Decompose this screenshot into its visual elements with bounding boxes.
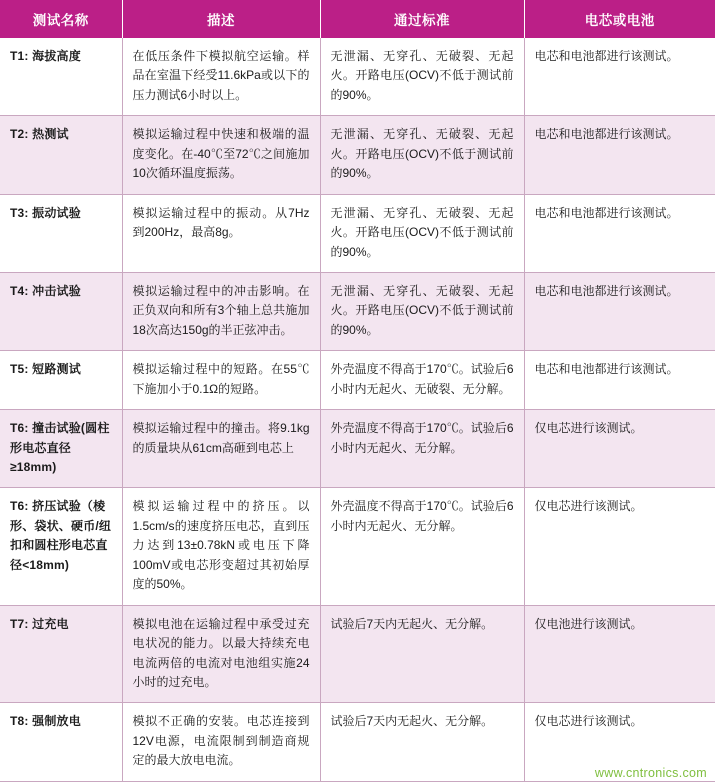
cell-description: 模拟运输过程中的短路。在55℃下施加小于0.1Ω的短路。	[122, 351, 320, 410]
cell-applicability: 仅电芯进行该测试。	[524, 488, 715, 605]
cell-criteria: 无泄漏、无穿孔、无破裂、无起火。开路电压(OCV)不低于测试前的90%。	[320, 194, 524, 272]
cell-description: 模拟运输过程中的振动。从7Hz到200Hz，最高8g。	[122, 194, 320, 272]
cell-test-name: T1: 海拔高度	[0, 38, 122, 116]
table-body	[0, 38, 715, 781]
cell-test-name: T6: 撞击试验(圆柱形电芯直径≥18mm)	[0, 410, 122, 488]
cell-criteria: 试验后7天内无起火、无分解。	[320, 703, 524, 781]
cell-applicability: 仅电池进行该测试。	[524, 605, 715, 703]
table-row	[0, 38, 715, 116]
cell-test-name: T2: 热测试	[0, 116, 122, 194]
cell-criteria: 外壳温度不得高于170℃。试验后6小时内无起火、无分解。	[320, 410, 524, 488]
watermark: www.cntronics.com	[594, 766, 707, 780]
cell-criteria: 试验后7天内无起火、无分解。	[320, 605, 524, 703]
cell-applicability: 电芯和电池都进行该测试。	[524, 38, 715, 116]
cell-description: 模拟运输过程中的冲击影响。在正负双向和所有3个轴上总共施加18次高达150g的半正弦冲击。	[122, 272, 320, 350]
cell-applicability: 电芯和电池都进行该测试。	[524, 194, 715, 272]
cell-applicability: 电芯和电池都进行该测试。	[524, 116, 715, 194]
cell-test-name: T7: 过充电	[0, 605, 122, 703]
cell-applicability: 仅电芯进行该测试。	[524, 410, 715, 488]
cell-criteria: 外壳温度不得高于170℃。试验后6小时内无起火、无破裂、无分解。	[320, 351, 524, 410]
cell-applicability: 电芯和电池都进行该测试。	[524, 272, 715, 350]
cell-applicability: 电芯和电池都进行该测试。	[524, 351, 715, 410]
table-row	[0, 488, 715, 605]
column-header-description: 描述	[122, 0, 320, 38]
table-row	[0, 194, 715, 272]
column-header-criteria: 通过标准	[320, 0, 524, 38]
cell-description: 模拟运输过程中的挤压。以1.5cm/s的速度挤压电芯，直到压力达到13±0.78kN或电压下降100mV或电芯形变超过其初始厚度的50%。	[122, 488, 320, 605]
cell-criteria: 无泄漏、无穿孔、无破裂、无起火。开路电压(OCV)不低于测试前的90%。	[320, 116, 524, 194]
table-header	[0, 0, 715, 38]
cell-test-name: T4: 冲击试验	[0, 272, 122, 350]
cell-description: 模拟运输过程中的撞击。将9.1kg的质量块从61cm高砸到电芯上	[122, 410, 320, 488]
column-header-test-name: 测试名称	[0, 0, 122, 38]
cell-test-name: T5: 短路测试	[0, 351, 122, 410]
cell-description: 在低压条件下模拟航空运输。样品在室温下经受11.6kPa或以下的压力测试6小时以上。	[122, 38, 320, 116]
table-row	[0, 351, 715, 410]
cell-criteria: 无泄漏、无穿孔、无破裂、无起火。开路电压(OCV)不低于测试前的90%。	[320, 272, 524, 350]
cell-criteria: 无泄漏、无穿孔、无破裂、无起火。开路电压(OCV)不低于测试前的90%。	[320, 38, 524, 116]
cell-description: 模拟不正确的安装。电芯连接到12V电源，电流限制到制造商规定的最大放电电流。	[122, 703, 320, 781]
table-row	[0, 116, 715, 194]
cell-test-name: T8: 强制放电	[0, 703, 122, 781]
table-row	[0, 410, 715, 488]
cell-description: 模拟运输过程中快速和极端的温度变化。在-40℃至72℃之间施加10次循环温度振荡。	[122, 116, 320, 194]
cell-applicability: 仅电芯进行该测试。	[524, 703, 715, 781]
cell-test-name: T3: 振动试验	[0, 194, 122, 272]
table-row	[0, 605, 715, 703]
header-row	[0, 0, 715, 38]
cell-criteria: 外壳温度不得高于170℃。试验后6小时内无起火、无分解。	[320, 488, 524, 605]
cell-description: 模拟电池在运输过程中承受过充电状况的能力。以最大持续充电电流两倍的电流对电池组实施24小时的过充电。	[122, 605, 320, 703]
cell-test-name: T6: 挤压试验（棱形、袋状、硬币/纽扣和圆柱形电芯直径<18mm)	[0, 488, 122, 605]
column-header-applicability: 电芯或电池	[524, 0, 715, 38]
table-row	[0, 272, 715, 350]
